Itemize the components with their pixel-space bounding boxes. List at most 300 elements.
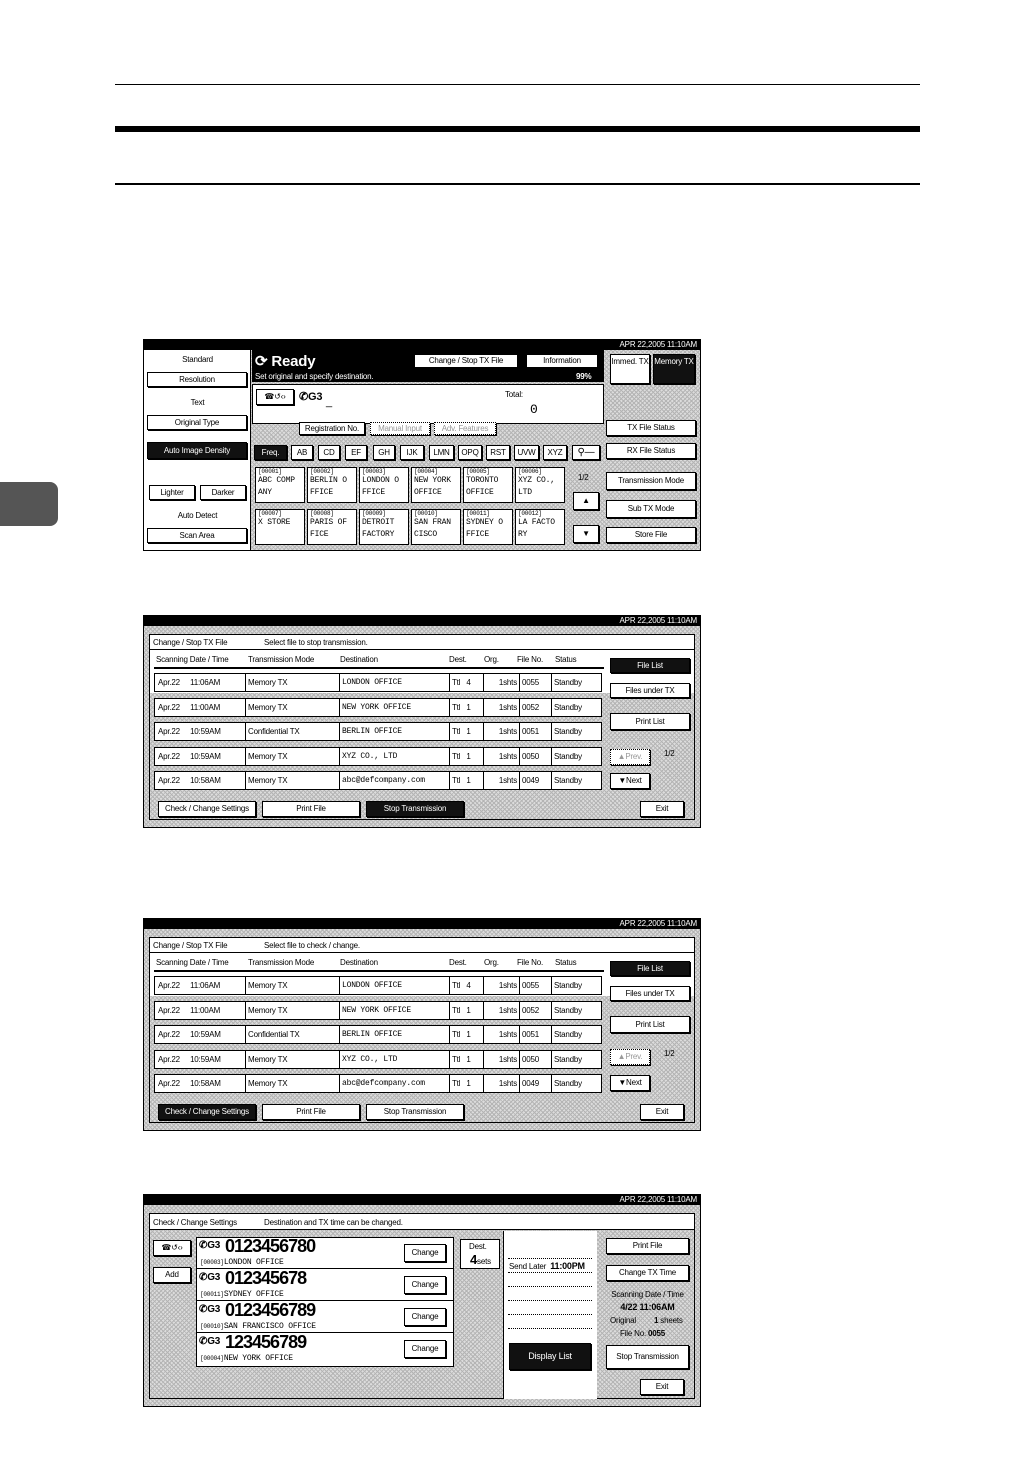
row-mode: Memory TX <box>245 1002 339 1019</box>
original-unit: sheets <box>660 1316 683 1325</box>
row-destination: XYZ CO., LTD <box>339 1051 449 1068</box>
ready-indicator-icon: ⟳ <box>255 353 268 370</box>
row-dest-count <box>449 699 483 716</box>
fax-line-icon: ✆G3 <box>199 1336 221 1347</box>
row-date-day: Apr.22 <box>158 1030 180 1039</box>
row-status: Standby <box>551 1075 601 1092</box>
stop-transmission-button[interactable]: Stop Transmission <box>366 801 464 817</box>
col-transmission-mode: Transmission Mode <box>248 655 315 664</box>
row-status: Standby <box>551 723 601 740</box>
row-mode: Confidential TX <box>245 1026 339 1043</box>
row-date-day: Apr.22 <box>158 981 180 990</box>
datetime: APR 22,2005 11:10AM <box>144 919 700 929</box>
line-prefix-label: G3 <box>207 1336 221 1347</box>
row-ttl: Ttl <box>452 752 461 761</box>
store-file-button[interactable]: Store File <box>606 527 696 543</box>
darker-button[interactable] <box>200 485 246 500</box>
tab-ijk[interactable]: IJK <box>400 445 424 460</box>
ready-status <box>255 352 315 370</box>
table-row[interactable] <box>154 771 602 790</box>
destination-id: [00002] <box>310 468 334 475</box>
row-count: 1 <box>466 776 471 785</box>
display-list-button[interactable]: Display List <box>509 1343 591 1370</box>
line-switch-icon[interactable]: ☎↺‹› <box>256 389 294 405</box>
destination-name-line1: NEW YORK <box>414 476 451 485</box>
dest-count <box>470 1252 491 1267</box>
row-date <box>155 723 245 740</box>
destination-key[interactable] <box>515 509 565 545</box>
row-status: Standby <box>551 772 601 789</box>
row-date-day: Apr.22 <box>158 1055 180 1064</box>
destination-id: [00008] <box>310 510 334 517</box>
files-under-tx-button[interactable]: Files under TX <box>610 683 690 698</box>
lighter-label: Lighter <box>160 488 184 497</box>
print-list-button[interactable]: Print List <box>610 713 690 730</box>
col-status: Status <box>555 655 577 664</box>
prev-arrow-icon: ▲ <box>617 1052 626 1061</box>
destination-name-line2: OFFICE <box>466 488 494 497</box>
row-destination: abc@defcompany.com <box>339 772 449 789</box>
destination-key[interactable] <box>255 467 305 503</box>
destination-name-line2: FICE <box>310 530 329 539</box>
line-prefix-label: G3 <box>207 1304 221 1315</box>
row-date-day: Apr.22 <box>158 727 180 736</box>
row-date <box>155 1051 245 1068</box>
separator-line <box>508 1272 592 1273</box>
destination-name-line1: X STORE <box>258 518 291 527</box>
information-button[interactable]: Information <box>526 354 598 368</box>
col-transmission-mode: Transmission Mode <box>248 958 315 967</box>
table-row[interactable] <box>154 1050 602 1069</box>
row-date-time: 11:06AM <box>190 981 221 990</box>
fax-main-screen <box>143 339 701 551</box>
fax-line-icon: ✆G3 <box>199 1240 221 1251</box>
row-ttl: Ttl <box>452 678 461 687</box>
change-destination-button[interactable]: Change <box>404 1276 446 1294</box>
scroll-down-icon[interactable]: ▼ <box>573 525 599 543</box>
tab-ab[interactable]: AB <box>291 445 313 460</box>
tab-uvw[interactable]: UVW <box>514 445 539 460</box>
immed-tx-button[interactable]: Immed. TX <box>610 354 650 384</box>
destination-id: [00003] <box>362 468 386 475</box>
lighter-button[interactable] <box>149 485 195 500</box>
destination-name: NEW YORK OFFICE <box>223 1354 293 1363</box>
col-file-no: File No. <box>517 958 543 967</box>
destination-key[interactable] <box>255 509 305 545</box>
send-later-label: Send Later <box>509 1262 547 1271</box>
exit-button[interactable]: Exit <box>640 801 684 817</box>
prev-button[interactable] <box>610 749 650 765</box>
row-destination: XYZ CO., LTD <box>339 748 449 765</box>
divider <box>150 649 694 650</box>
prev-button[interactable] <box>610 1049 650 1065</box>
memory-tx-button[interactable]: Memory TX <box>653 354 695 384</box>
col-dest: Dest. <box>449 655 467 664</box>
file-list-button[interactable]: File List <box>610 961 690 976</box>
original-count <box>654 1316 683 1325</box>
destination-name-line1: LA FACTO <box>518 518 555 527</box>
destination-name: SYDNEY OFFICE <box>223 1290 284 1299</box>
cursor-icon: _ <box>326 396 332 408</box>
tab-xyz[interactable]: XYZ <box>543 445 567 460</box>
col-org: Org. <box>484 655 499 664</box>
file-list-button[interactable]: File List <box>610 658 690 673</box>
destination-label <box>200 1258 284 1267</box>
destination-id: [00007] <box>258 510 282 517</box>
datetime: APR 22,2005 11:10AM <box>144 340 700 350</box>
adv-features-button[interactable]: Adv. Features <box>434 422 496 435</box>
row-date <box>155 772 245 789</box>
destination-name-line2: FFICE <box>466 530 490 539</box>
destination-name-line1: SAN FRAN <box>414 518 451 527</box>
row-org: 1shts <box>483 772 519 789</box>
tx-file-status-button[interactable]: TX File Status <box>606 420 696 436</box>
change-destination-button[interactable]: Change <box>404 1244 446 1262</box>
destination-key[interactable] <box>411 509 461 545</box>
change-destination-button[interactable]: Change <box>404 1308 446 1326</box>
print-file-button[interactable]: Print File <box>262 1104 360 1120</box>
file-no-value: 0055 <box>648 1329 665 1338</box>
destination-name: LONDON OFFICE <box>223 1258 284 1267</box>
destination-name-line2: ANY <box>258 488 272 497</box>
auto-image-density-button[interactable]: Auto Image Density <box>147 442 247 459</box>
row-date-time: 10:59AM <box>190 752 221 761</box>
row-org: 1shts <box>483 1002 519 1019</box>
page-indicator: 1/2 <box>664 1049 675 1058</box>
destination-name-line1: SYDNEY O <box>466 518 503 527</box>
row-status: Standby <box>551 1051 601 1068</box>
row-ttl: Ttl <box>452 981 461 990</box>
screen-title: Check / Change Settings <box>153 1218 237 1227</box>
line-switch-icon[interactable]: ☎↺‹› <box>153 1240 191 1256</box>
row-file-no: 0049 <box>519 1075 551 1092</box>
print-list-button[interactable]: Print List <box>610 1016 690 1033</box>
row-ttl: Ttl <box>452 1030 461 1039</box>
row-date-time: 10:59AM <box>190 727 221 736</box>
destination-entry <box>197 1238 453 1269</box>
row-org: 1shts <box>483 1026 519 1043</box>
manual-input-button[interactable]: Manual Input <box>370 422 430 435</box>
row-file-no: 0050 <box>519 748 551 765</box>
original-value: 1 <box>654 1316 659 1325</box>
exit-button[interactable]: Exit <box>640 1379 684 1395</box>
divider <box>150 952 694 953</box>
destination-name-line2: CISCO <box>414 530 438 539</box>
row-date-day: Apr.22 <box>158 776 180 785</box>
row-date-time: 11:00AM <box>190 703 221 712</box>
destination-name-line1: XYZ CO., <box>518 476 555 485</box>
col-org: Org. <box>484 958 499 967</box>
row-status: Standby <box>551 1002 601 1019</box>
darker-label: Darker <box>211 488 235 497</box>
destination-id: [00010] <box>414 510 438 517</box>
destination-id: [00001] <box>258 468 282 475</box>
row-date <box>155 1002 245 1019</box>
destination-key[interactable] <box>359 467 409 503</box>
row-date-time: 10:59AM <box>190 1030 221 1039</box>
row-date <box>155 748 245 765</box>
section-rule-top <box>115 126 920 132</box>
destination-name-line1: DETROIT <box>362 518 395 527</box>
row-file-no: 0052 <box>519 699 551 716</box>
row-mode: Memory TX <box>245 1051 339 1068</box>
destination-name-line1: LONDON O <box>362 476 399 485</box>
destination-key[interactable] <box>359 509 409 545</box>
row-destination: BERLIN OFFICE <box>339 1026 449 1043</box>
send-later-panel <box>503 1231 597 1399</box>
destination-id: [00003] <box>200 1259 224 1266</box>
fax-number: 012345678 <box>225 1268 307 1288</box>
dest-count-value: 4 <box>470 1252 478 1267</box>
next-button[interactable] <box>610 1075 650 1091</box>
row-dest-count <box>449 1002 483 1019</box>
table-row[interactable] <box>154 673 602 692</box>
destination-id: [00009] <box>362 510 386 517</box>
row-org: 1shts <box>483 674 519 691</box>
scanning-label: Scanning Date / Time <box>611 1290 684 1299</box>
destination-name-line2: LTD <box>518 488 532 497</box>
row-destination: BERLIN OFFICE <box>339 723 449 740</box>
row-mode: Memory TX <box>245 748 339 765</box>
col-dest: Dest. <box>449 958 467 967</box>
fax-number: 0123456780 <box>225 1236 316 1256</box>
total-value: 0 <box>530 402 538 417</box>
line-prefix-label: G3 <box>207 1272 221 1283</box>
search-icon[interactable]: ⚲— <box>572 445 600 460</box>
destination-id: [00004] <box>200 1355 224 1362</box>
tab-cd[interactable]: CD <box>318 445 340 460</box>
hint-text: Set original and specify destination. <box>255 372 374 381</box>
row-dest-count <box>449 977 483 994</box>
print-file-button[interactable]: Print File <box>606 1238 689 1254</box>
stop-transmission-button[interactable]: Stop Transmission <box>366 1104 464 1120</box>
table-row[interactable] <box>154 1001 602 1020</box>
sub-tx-mode-button[interactable]: Sub TX Mode <box>606 500 696 518</box>
next-arrow-icon: ▼ <box>618 776 627 785</box>
total-label: Total: <box>505 390 523 399</box>
tab-opq[interactable]: OPQ <box>458 445 482 460</box>
row-org: 1shts <box>483 748 519 765</box>
files-under-tx-button[interactable]: Files under TX <box>610 986 690 1001</box>
table-row[interactable] <box>154 976 602 995</box>
line-prefix-label: G3 <box>308 391 323 403</box>
change-destination-button[interactable]: Change <box>404 1340 446 1358</box>
table-row[interactable] <box>154 1025 602 1044</box>
row-date <box>155 699 245 716</box>
separator-line <box>508 1328 592 1329</box>
col-file-no: File No. <box>517 655 543 664</box>
prev-label: Prev. <box>625 752 643 761</box>
destination-name-line1: ABC COMP <box>258 476 295 485</box>
page-indicator: 1/2 <box>664 749 675 758</box>
row-mode: Memory TX <box>245 772 339 789</box>
next-label: Next <box>626 1078 642 1087</box>
row-ttl: Ttl <box>452 1055 461 1064</box>
tab-ef[interactable]: EF <box>345 445 367 460</box>
destination-key[interactable] <box>307 509 357 545</box>
row-ttl: Ttl <box>452 1006 461 1015</box>
row-status: Standby <box>551 699 601 716</box>
scanning-value: 4/22 11:06AM <box>620 1302 675 1312</box>
row-dest-count <box>449 748 483 765</box>
header-underline <box>154 667 604 669</box>
stop-transmission-button[interactable]: Stop Transmission <box>606 1345 689 1369</box>
next-button[interactable] <box>610 773 650 789</box>
destination-name-line1: PARIS OF <box>310 518 347 527</box>
send-later-time: 11:00PM <box>550 1261 585 1271</box>
header-rule <box>115 84 920 85</box>
line-prefix: ✆G3 <box>299 391 323 403</box>
resolution-button[interactable]: Resolution <box>147 372 247 387</box>
destination-name-line2: FACTORY <box>362 530 395 539</box>
table-row[interactable] <box>154 722 602 741</box>
screen-title: Change / Stop TX File <box>153 941 228 950</box>
row-dest-count <box>449 1075 483 1092</box>
destination-name-line1: TORONTO <box>466 476 499 485</box>
col-scanning-date: Scanning Date / Time <box>156 655 229 664</box>
row-file-no: 0051 <box>519 1026 551 1043</box>
row-mode: Confidential TX <box>245 723 339 740</box>
row-date-time: 10:59AM <box>190 1055 221 1064</box>
fax-number: 123456789 <box>225 1332 307 1352</box>
row-count: 1 <box>466 752 471 761</box>
row-count: 1 <box>466 1079 471 1088</box>
scan-area-button[interactable]: Scan Area <box>147 528 247 543</box>
row-dest-count <box>449 674 483 691</box>
row-count: 1 <box>466 1055 471 1064</box>
file-no <box>620 1329 665 1338</box>
destination-key[interactable] <box>463 509 513 545</box>
row-count: 1 <box>466 703 471 712</box>
row-destination: abc@defcompany.com <box>339 1075 449 1092</box>
row-count: 1 <box>466 727 471 736</box>
original-type-button[interactable]: Original Type <box>147 415 247 430</box>
table-row[interactable] <box>154 747 602 766</box>
row-date-day: Apr.22 <box>158 678 180 687</box>
file-no-label: File No. <box>620 1329 646 1338</box>
destination-id: [00011] <box>200 1291 224 1298</box>
tab-gh[interactable]: GH <box>373 445 395 460</box>
destination-entry <box>197 1270 453 1301</box>
row-count: 4 <box>466 981 471 990</box>
row-file-no: 0052 <box>519 1002 551 1019</box>
change-tx-time-button[interactable]: Change TX Time <box>606 1265 689 1281</box>
row-destination: LONDON OFFICE <box>339 674 449 691</box>
destination-id: [00011] <box>466 510 490 517</box>
table-row[interactable] <box>154 698 602 717</box>
row-org: 1shts <box>483 699 519 716</box>
original-label: Original <box>610 1316 636 1325</box>
line-prefix-label: G3 <box>207 1240 221 1251</box>
row-count: 1 <box>466 1006 471 1015</box>
change-stop-tx-file-button[interactable]: Change / Stop TX File <box>414 354 518 368</box>
destination-name-line2: OFFICE <box>414 488 442 497</box>
row-org: 1shts <box>483 1051 519 1068</box>
col-destination: Destination <box>340 655 378 664</box>
col-status: Status <box>555 958 577 967</box>
row-count: 1 <box>466 1030 471 1039</box>
fax-number: 0123456789 <box>225 1300 316 1320</box>
destination-key[interactable] <box>463 467 513 503</box>
row-status: Standby <box>551 674 601 691</box>
screen-title: Change / Stop TX File <box>153 638 228 647</box>
dest-count-unit: sets <box>477 1257 491 1266</box>
registration-no-button[interactable]: Registration No. <box>299 422 365 435</box>
destination-key[interactable] <box>515 467 565 503</box>
print-file-button[interactable]: Print File <box>262 801 360 817</box>
row-mode: Memory TX <box>245 674 339 691</box>
destination-entry <box>197 1334 453 1366</box>
separator-line <box>508 1258 592 1259</box>
chapter-tab <box>0 482 58 526</box>
exit-button[interactable]: Exit <box>640 1104 684 1120</box>
row-org: 1shts <box>483 977 519 994</box>
destination-name-line2: FFICE <box>310 488 334 497</box>
header-underline <box>154 970 604 972</box>
row-date <box>155 674 245 691</box>
instruction-text: Select file to check / change. <box>264 941 360 950</box>
scroll-up-icon[interactable]: ▲ <box>573 492 599 510</box>
row-date-time: 11:00AM <box>190 1006 221 1015</box>
datetime: APR 22,2005 11:10AM <box>144 616 700 626</box>
destination-key[interactable] <box>307 467 357 503</box>
next-label: Next <box>626 776 642 785</box>
scan-area-value: Auto Detect <box>177 511 218 520</box>
row-date-time: 10:58AM <box>190 776 221 785</box>
destination-name-line1: BERLIN O <box>310 476 347 485</box>
transmission-mode-button[interactable]: Transmission Mode <box>606 472 696 490</box>
rx-file-status-button[interactable]: RX File Status <box>606 443 696 459</box>
row-mode: Memory TX <box>245 1075 339 1092</box>
destination-label <box>200 1290 284 1299</box>
tab-rst[interactable]: RST <box>486 445 510 460</box>
prev-arrow-icon: ▲ <box>617 752 626 761</box>
destination-name-line2: FFICE <box>362 488 386 497</box>
destination-id: [00004] <box>414 468 438 475</box>
check-change-file-screen <box>143 918 701 1131</box>
row-ttl: Ttl <box>452 703 461 712</box>
row-date <box>155 1026 245 1043</box>
destination-entry <box>197 1302 453 1333</box>
row-file-no: 0051 <box>519 723 551 740</box>
row-date-day: Apr.22 <box>158 752 180 761</box>
separator-line <box>508 1300 592 1301</box>
row-mode: Memory TX <box>245 977 339 994</box>
col-scanning-date: Scanning Date / Time <box>156 958 229 967</box>
add-button[interactable]: Add <box>153 1267 191 1283</box>
row-ttl: Ttl <box>452 776 461 785</box>
instruction-text: Select file to stop transmission. <box>264 638 368 647</box>
row-org: 1shts <box>483 723 519 740</box>
row-date <box>155 977 245 994</box>
send-later <box>509 1261 585 1271</box>
ready-label: Ready <box>271 353 316 370</box>
row-ttl: Ttl <box>452 727 461 736</box>
check-change-settings-button[interactable]: Check / Change Settings <box>158 801 256 817</box>
row-status: Standby <box>551 748 601 765</box>
tab-lmn[interactable]: LMN <box>429 445 454 460</box>
destination-label <box>200 1354 293 1363</box>
instruction-text: Destination and TX time can be changed. <box>264 1218 403 1227</box>
tab-freq[interactable]: Freq. <box>254 445 287 460</box>
destination-key[interactable] <box>411 467 461 503</box>
row-dest-count <box>449 723 483 740</box>
original-type-value: Text <box>190 398 205 407</box>
table-row[interactable] <box>154 1074 602 1093</box>
check-change-settings-button[interactable]: Check / Change Settings <box>158 1104 256 1120</box>
row-date-time: 11:06AM <box>190 678 221 687</box>
row-file-no: 0055 <box>519 977 551 994</box>
